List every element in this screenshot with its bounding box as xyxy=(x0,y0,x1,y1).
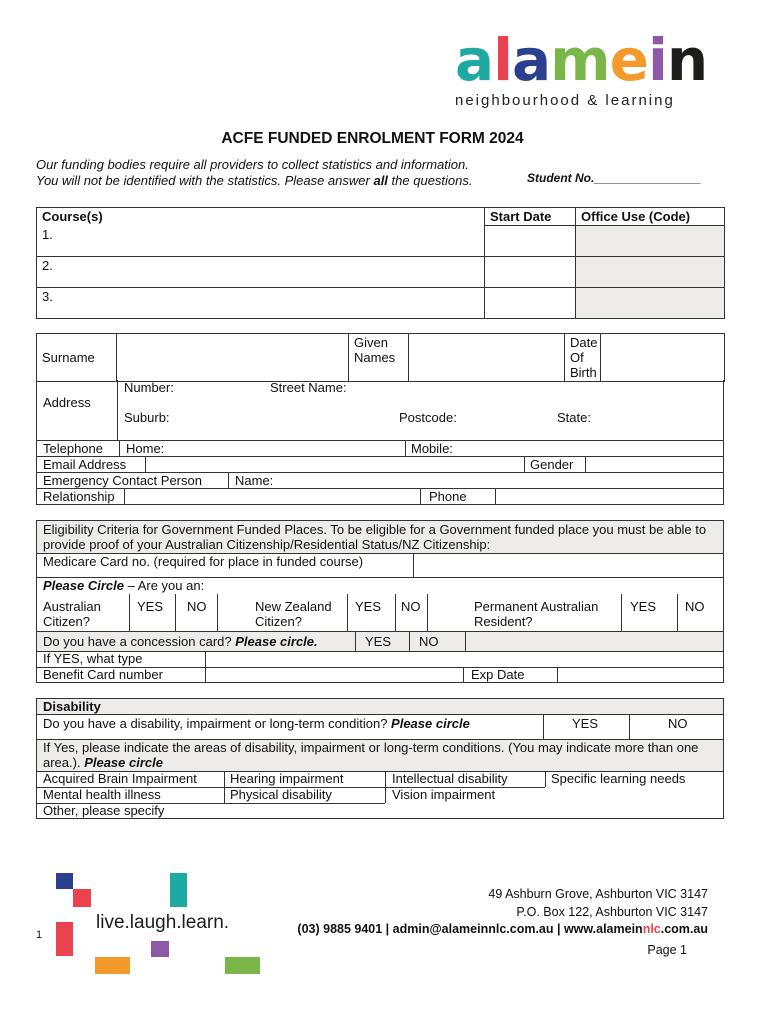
benefit-card-field[interactable] xyxy=(206,668,463,683)
disability-option-vision[interactable]: Vision impairment xyxy=(392,787,496,802)
emergency-contact-label: Emergency Contact Person xyxy=(43,473,202,488)
dob-field[interactable] xyxy=(601,334,725,382)
phone-label: Phone xyxy=(429,489,467,504)
benefit-card-label: Benefit Card number xyxy=(43,667,163,682)
logo-wordmark: alamein xyxy=(455,26,708,94)
given-names-label: Given Names xyxy=(349,334,409,382)
page-number-left: 1 xyxy=(36,929,43,941)
logo-square-red xyxy=(73,889,91,907)
postcode-label[interactable]: Postcode: xyxy=(399,410,457,425)
logo-square-orange xyxy=(95,957,130,974)
disability-question: Do you have a disability, impairment or long-term condition? Please circle xyxy=(43,716,470,731)
nz-citizen-yes[interactable]: YES xyxy=(355,599,382,614)
nz-citizen-label: New Zealand Citizen? xyxy=(255,599,332,629)
given-names-field[interactable] xyxy=(409,334,565,382)
personal-details-table xyxy=(36,333,725,382)
eligibility-header: Eligibility Criteria for Government Funded Places. To be eligible for a Government funded place you must be able to provide proof of your Australian Citizenship/Residential Status/NZ Citizenship: xyxy=(43,522,707,552)
courses-table xyxy=(36,207,725,319)
gender-field[interactable] xyxy=(586,457,723,472)
disability-option-hearing[interactable]: Hearing impairment xyxy=(230,771,344,786)
logo-square-teal xyxy=(170,873,187,907)
disability-areas-text: If Yes, please indicate the areas of disability, impairment or long-term conditions. (You may indicate more than one area.). Please circle xyxy=(43,740,699,770)
logo-square-purple xyxy=(151,941,169,957)
footer-slogan: live.laugh.learn. xyxy=(96,912,230,933)
col-courses: Course(s) xyxy=(37,208,485,226)
concession-yes[interactable]: YES xyxy=(365,634,392,649)
concession-question: Do you have a concession card? Please circle. xyxy=(43,634,318,649)
disability-header: Disability xyxy=(43,699,101,714)
course-row-1[interactable]: 1. xyxy=(37,226,485,257)
disability-option-learning[interactable]: Specific learning needs xyxy=(551,771,686,786)
disability-option-mental[interactable]: Mental health illness xyxy=(43,787,161,802)
footer-address-1: 49 Ashburn Grove, Ashburton VIC 3147 xyxy=(488,887,708,901)
email-label: Email Address xyxy=(43,457,127,472)
logo-tagline: neighbourhood & learning xyxy=(455,92,675,109)
card-type-field[interactable] xyxy=(206,652,723,667)
gender-label: Gender xyxy=(530,457,574,472)
disability-section xyxy=(36,698,724,819)
footer-address-2: P.O. Box 122, Ashburton VIC 3147 xyxy=(516,905,708,919)
form-title: ACFE FUNDED ENROLMENT FORM 2024 xyxy=(221,130,524,147)
col-start-date: Start Date xyxy=(485,208,576,226)
start-date-2[interactable] xyxy=(485,257,576,288)
student-number-field[interactable]: Student No.________________ xyxy=(527,171,702,185)
street-label[interactable]: Street Name: xyxy=(270,380,347,395)
disability-option-abi[interactable]: Acquired Brain Impairment xyxy=(43,771,197,786)
card-type-label: If YES, what type xyxy=(43,651,143,666)
office-use-1 xyxy=(576,226,725,257)
mobile-field[interactable]: Mobile: xyxy=(411,441,453,456)
course-row-3[interactable]: 3. xyxy=(37,288,485,319)
start-date-1[interactable] xyxy=(485,226,576,257)
logo-square-green xyxy=(225,957,260,974)
home-phone-field[interactable]: Home: xyxy=(126,441,165,456)
aus-citizen-no[interactable]: NO xyxy=(187,599,207,614)
office-use-2 xyxy=(576,257,725,288)
intro-line-2: You will not be identified with the statistics. Please answer all the questions. xyxy=(36,173,473,188)
emergency-name-field[interactable]: Name: xyxy=(235,473,274,488)
surname-field[interactable] xyxy=(117,334,349,382)
disability-yes[interactable]: YES xyxy=(572,716,599,731)
please-circle-label: Please Circle – Are you an: xyxy=(43,578,205,593)
contact-block xyxy=(36,441,724,505)
disability-no[interactable]: NO xyxy=(668,716,688,731)
telephone-label: Telephone xyxy=(43,441,103,456)
office-use-3 xyxy=(576,288,725,319)
footer-page: Page 1 xyxy=(647,943,687,957)
nz-citizen-no[interactable]: NO xyxy=(401,599,421,614)
intro-line-1: Our funding bodies require all providers to collect statistics and information. xyxy=(36,157,469,172)
concession-no[interactable]: NO xyxy=(419,634,439,649)
footer-contact: (03) 9885 9401 | admin@alameinnlc.com.au | www.alameinnlc.com.au xyxy=(297,922,708,936)
logo-square-pink xyxy=(56,922,73,956)
perm-resident-label: Permanent Australian Resident? xyxy=(474,599,599,629)
surname-label: Surname xyxy=(37,334,117,382)
number-label[interactable]: Number: xyxy=(124,380,174,395)
eligibility-section xyxy=(36,520,724,683)
dob-label: Date Of Birth xyxy=(565,334,601,382)
relationship-phone-field[interactable] xyxy=(496,489,723,504)
course-row-2[interactable]: 2. xyxy=(37,257,485,288)
perm-resident-yes[interactable]: YES xyxy=(630,599,657,614)
suburb-label[interactable]: Suburb: xyxy=(124,410,170,425)
exp-date-field[interactable] xyxy=(558,668,723,683)
start-date-3[interactable] xyxy=(485,288,576,319)
perm-resident-no[interactable]: NO xyxy=(685,599,705,614)
email-field[interactable] xyxy=(146,457,524,472)
medicare-label: Medicare Card no. (required for place in funded course) xyxy=(43,554,364,569)
disability-other-label[interactable]: Other, please specify xyxy=(43,803,165,818)
logo-square-navy xyxy=(56,873,73,889)
aus-citizen-label: Australian Citizen? xyxy=(43,599,101,629)
aus-citizen-yes[interactable]: YES xyxy=(137,599,164,614)
address-block xyxy=(36,380,724,441)
col-office-use: Office Use (Code) xyxy=(576,208,725,226)
disability-option-physical[interactable]: Physical disability xyxy=(230,787,332,802)
relationship-field[interactable] xyxy=(125,489,420,504)
relationship-label: Relationship xyxy=(43,489,115,504)
medicare-field[interactable] xyxy=(414,554,723,577)
address-label: Address xyxy=(43,395,91,410)
exp-date-label: Exp Date xyxy=(471,667,525,682)
state-label[interactable]: State: xyxy=(557,410,591,425)
disability-option-intellectual[interactable]: Intellectual disability xyxy=(392,771,508,786)
